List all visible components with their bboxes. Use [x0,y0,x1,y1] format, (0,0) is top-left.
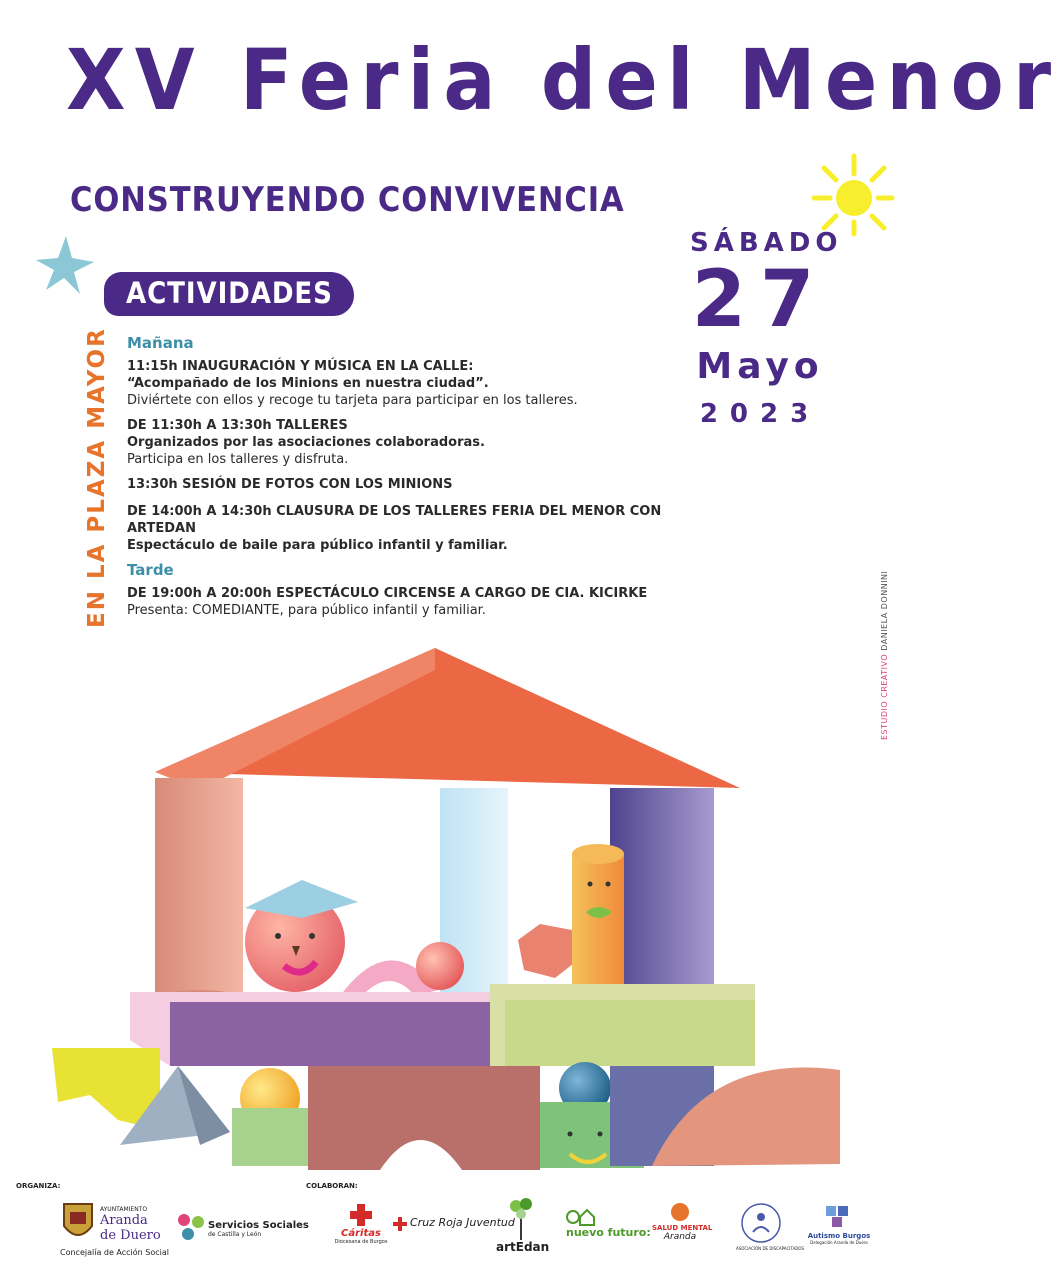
autismo-sub: Delegación Aranda de Duero [810,1240,868,1245]
credit-prefix: ESTUDIO CREATIVO [880,653,889,740]
salud-mental-logo [652,1224,713,1242]
item-description: Presenta: COMEDIANTE, para público infantil y familiar. [127,603,486,618]
salud-name: SALUD MENTAL [652,1224,713,1232]
program-item [127,358,727,409]
item-title: 11:15h INAUGURACIÓN Y MÚSICA EN LA CALLE: [127,359,474,374]
cruz-roja-logo: Cruz Roja Juventud [410,1216,515,1229]
item-subtitle: Espectáculo de baile para público infantil y familiar. [127,538,508,553]
nuevo-futuro-logo: nuevo futuro: [566,1226,651,1239]
ayuntamiento-logo [100,1206,161,1243]
poster-subtitle: CONSTRUYENDO CONVIVENCIA [70,180,625,220]
caritas-logo [332,1228,390,1245]
poster-title: XV Feria del Menor [66,31,1060,129]
item-subtitle: Organizados por las asociaciones colaboradoras. [127,435,485,450]
servicios-name: Servicios Sociales [208,1220,309,1231]
artedan-logo: artEdan [496,1240,550,1254]
caritas-name: Cáritas [341,1228,381,1239]
star-icon [34,234,96,296]
servicios-sociales-logo [208,1220,309,1238]
autismo-name: Autismo Burgos [807,1232,871,1240]
item-description: Diviértete con ellos y recoge tu tarjeta para participar en los talleres. [127,393,578,408]
ayto-name: Aranda [100,1213,148,1228]
caritas-icon [346,1202,376,1228]
red-cross-icon [392,1216,408,1232]
caritas-sub: Diocesana de Burgos [334,1239,388,1245]
date-year: 2023 [699,398,821,429]
credit-name: DANIELA DONNINI [880,570,889,651]
morning-heading: Mañana [127,334,194,352]
colaboran-label: COLABORAN: [306,1182,358,1190]
program-item [127,417,727,468]
ayto-name2: de Duero [100,1228,161,1243]
artedan-tree-icon [506,1196,536,1240]
salud-mental-icon [670,1202,690,1222]
salud-sub: Aranda [663,1232,697,1242]
program [127,335,727,627]
date-weekday: SÁBADO [690,228,843,258]
ayto-small: AYUNTAMIENTO [100,1206,148,1213]
servicios-sociales-icon [174,1210,208,1244]
item-title: DE 14:00h A 14:30h CLAUSURA DE LOS TALLERES FERIA DEL MENOR CON ARTEDAN [127,504,662,536]
location-label: EN LA PLAZA MAYOR [84,327,110,628]
autismo-burgos-icon [822,1202,852,1230]
organiza-label: ORGANIZA: [16,1182,61,1190]
program-item [127,503,727,554]
item-title: 13:30h SESIÓN DE FOTOS CON LOS MINIONS [127,477,453,492]
sun-icon [810,152,894,236]
item-title: DE 19:00h A 20:00h ESPECTÁCULO CIRCENSE A CARGO DE CIA. KICIRKE [127,586,648,601]
afternoon-heading: Tarde [127,561,174,579]
item-description: Participa en los talleres y disfruta. [127,452,349,467]
activities-heading: ACTIVIDADES [126,276,333,310]
servicios-sub: de Castilla y León [208,1231,262,1238]
design-credit [880,571,889,740]
asociacion-discapacitados-icon [740,1202,782,1244]
nuevo-futuro-icon [566,1208,594,1226]
program-item [127,585,727,619]
item-title: DE 11:30h A 13:30h TALLERES [127,418,348,433]
program-item [127,476,727,493]
toy-blocks-illustration [40,640,870,1175]
date-day: 27 [691,255,829,345]
asociacion-discapacitados-logo: ASOCIACIÓN DE DISCAPACITADOS [736,1246,805,1251]
item-subtitle: “Acompañado de los Minions en nuestra ciudad”. [127,376,489,391]
ayuntamiento-shield-icon [60,1200,96,1244]
ayto-dept: Concejalía de Acción Social [60,1248,170,1257]
date-month: Mayo [696,345,824,387]
autismo-burgos-logo [806,1232,872,1245]
